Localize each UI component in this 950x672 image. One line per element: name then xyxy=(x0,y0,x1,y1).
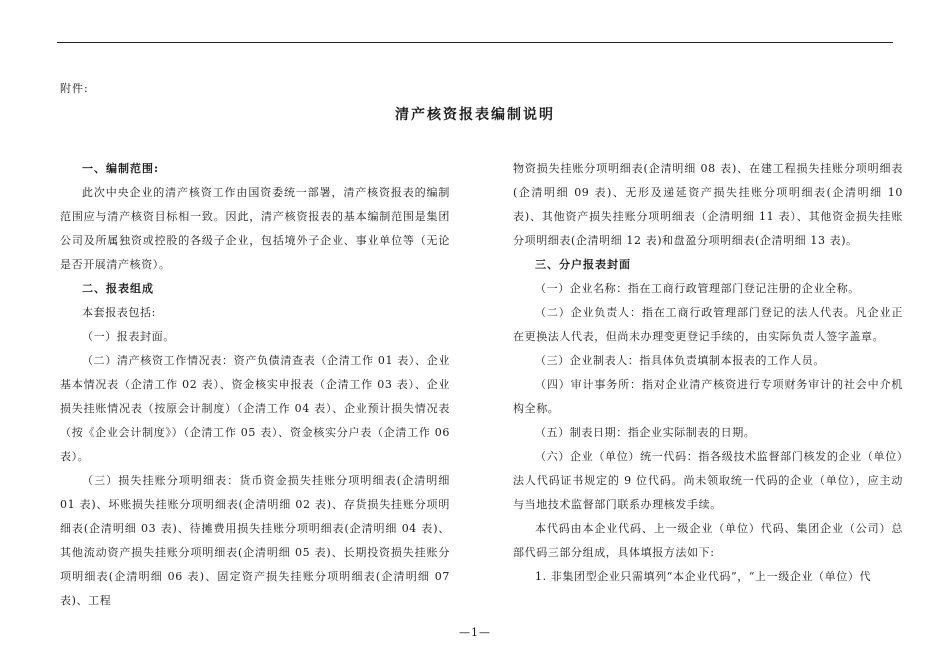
paragraph-company-name: （一）企业名称：指在工商行政管理部门登记注册的企业全称。 xyxy=(535,282,860,295)
header-rule xyxy=(57,42,893,43)
paragraph-date: （五）制表日期：指企业实际制表的日期。 xyxy=(535,426,756,439)
paragraph-work-tables: （二）清产核资工作情况表：资产负债清查表（企清工作 01 表）、企业基本情况表（企清工作 02 表）、资金核实申报表（企清工作 03 表）、企业损失挂账情况表（按原会计制度）（企清工作 04 表）、企业预计损失情况表（按《企业会计制度》）（企清工作 05 表）、资金核实分户表（企清工作 06 表）。 xyxy=(60,354,450,463)
attachment-label: 附件: xyxy=(60,82,89,95)
paragraph-preparer: （三）企业制表人：指具体负责填制本报表的工作人员。 xyxy=(535,354,825,367)
section-heading-scope: 一、编制范围: xyxy=(82,162,160,175)
paragraph-unified-code: （六）企业（单位）统一代码：指各级技术监督部门核发的企业（单位）法人代码证书规定的 9 位代码。尚未领取统一代码的企业（单位），应主动与当地技术监督部门联系办理核发手续。 xyxy=(513,450,903,511)
right-column xyxy=(513,157,903,589)
section-heading-cover: 三、分户报表封面 xyxy=(535,258,631,271)
paragraph-code-structure: 本代码由本企业代码、上一级企业（单位）代码、集团企业（公司）总部代码三部分组成，具体填报方法如下: xyxy=(513,522,903,559)
paragraph-code-method-1: 1. 非集团型企业只需填列“本企业代码”，“上一级企业（单位）代 xyxy=(535,570,872,583)
left-column xyxy=(60,157,450,613)
paragraph-company-leader: （二）企业负责人：指在工商行政管理部门登记的法人代表。凡企业正在更换法人代表，但尚未办理变更登记手续的，由实际负责人签字盖章。 xyxy=(513,306,903,343)
paragraph-loss-tables-continued: 物资损失挂账分项明细表(企清明细 08 表)、在建工程损失挂账分项明细表(企清明细 09 表)、无形及递延资产损失挂账分项明细表(企清明细 10 表)、其他资产损失挂账分项明细表（企清明细 11 表）、其他资金损失挂账分项明细表(企清明细 12 表)和盘盈分项明细表(企清明细 13 表)。 xyxy=(513,162,903,247)
paragraph-audit-firm: （四）审计事务所：指对企业清产核资进行专项财务审计的社会中介机构全称。 xyxy=(513,378,903,415)
document-title: 清产核资报表编制说明 xyxy=(395,107,555,123)
paragraph-cover: （一）报表封面。 xyxy=(82,330,175,343)
paragraph-includes: 本套报表包括: xyxy=(82,306,156,319)
page-number: —1— xyxy=(459,626,491,639)
paragraph-loss-tables: （三）损失挂账分项明细表：货币资金损失挂账分项明细表(企清明细 01 表)、坏账损失挂账分项明细表(企清明细 02 表)、存货损失挂账分项明细表(企清明细 03 表)、待摊费用损失挂账分项明细表(企清明细 04 表)、其他流动资产损失挂账分项明细表(企清明细 05 表)、长期投资损失挂账分项明细表(企清明细 06 表)、固定资产损失挂账分项明细表(企清明细 07 表)、工程 xyxy=(60,474,450,607)
section-heading-composition: 二、报表组成 xyxy=(82,282,154,295)
paragraph-scope: 此次中央企业的清产核资工作由国资委统一部署，清产核资报表的编制范围应与清产核资目标相一致。因此，清产核资报表的基本编制范围是集团公司及所属独资或控股的各级子企业，包括境外子企业、事业单位等（无论是否开展清产核资）。 xyxy=(60,186,450,271)
